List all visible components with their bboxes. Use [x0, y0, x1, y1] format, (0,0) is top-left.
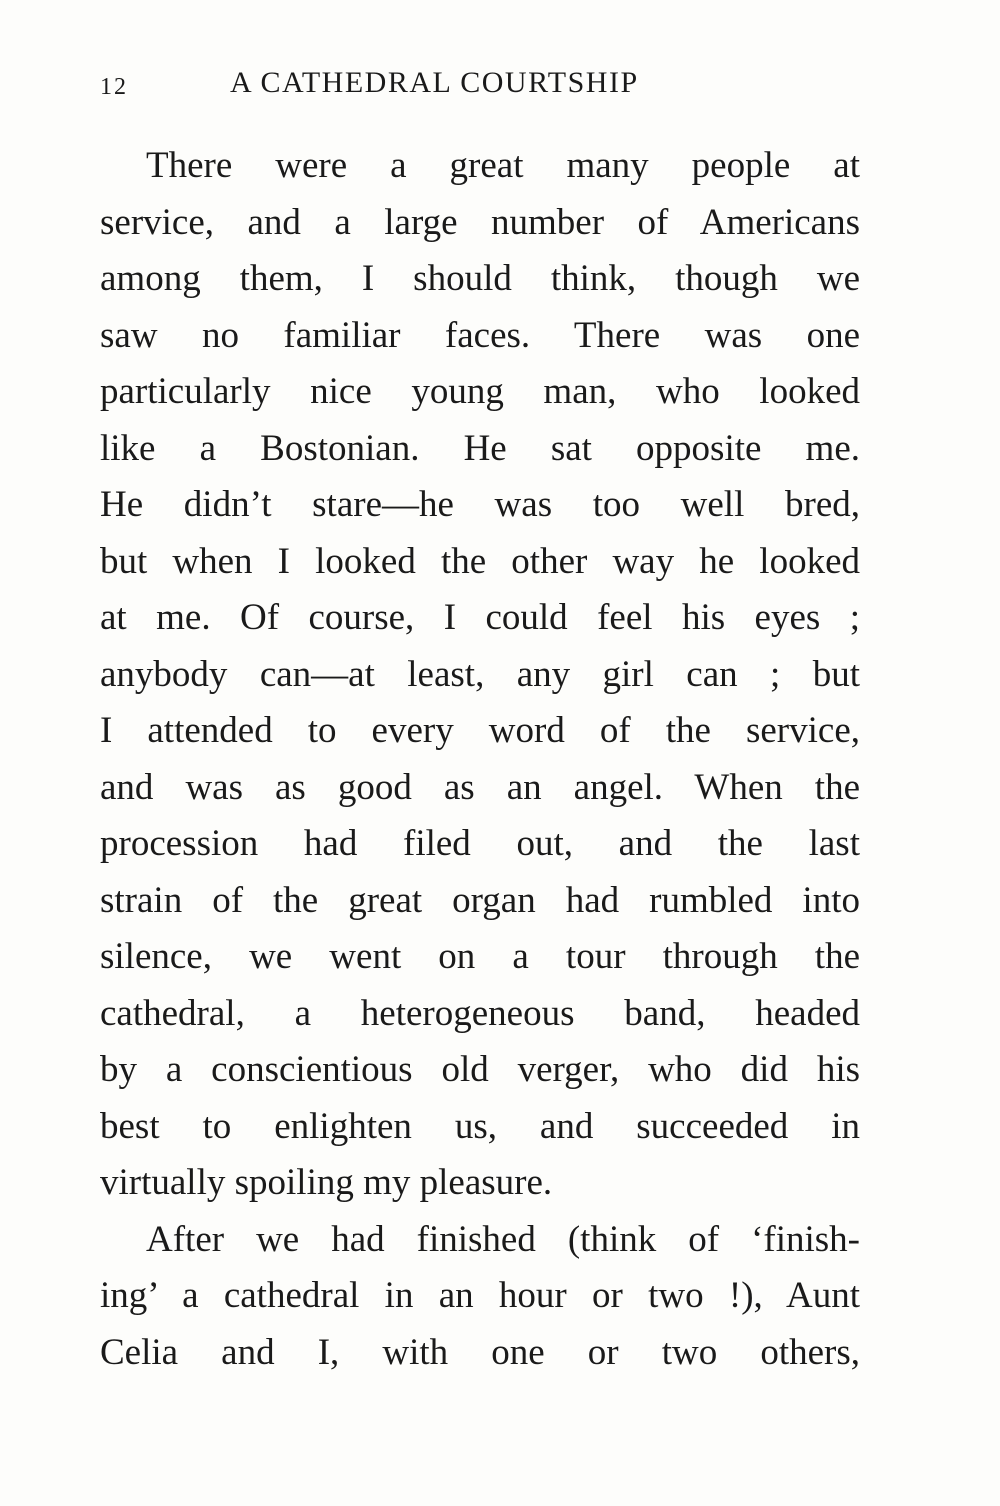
- paragraph-2: [100, 1212, 860, 1382]
- text-line: but when I looked the other way he looked: [100, 540, 860, 582]
- running-title: A CATHEDRAL COURTSHIP: [230, 66, 639, 99]
- text-line: silence, we went on a tour through the: [100, 936, 860, 977]
- text-line: best to enlighten us, and succeeded in: [100, 1105, 860, 1147]
- text-line: by a conscientious old verger, who did his: [100, 1049, 860, 1090]
- text-line: I attended to every word of the service,: [100, 710, 860, 751]
- text-line: He didn’t stare—he was too well bred,: [100, 484, 860, 525]
- text-line: saw no familiar faces. There was one: [100, 314, 860, 356]
- text-line: After we had finished (think of ‘finish-: [146, 1218, 860, 1260]
- text-line: cathedral, a heterogeneous band, headed: [100, 992, 860, 1034]
- text-line: Celia and I, with one or two others,: [100, 1331, 860, 1373]
- text-line: at me. Of course, I could feel his eyes ;: [100, 597, 860, 638]
- text-line: particularly nice young man, who looked: [100, 371, 860, 412]
- text-line: service, and a large number of Americans: [100, 201, 860, 243]
- text-line: virtually spoiling my pleasure.: [100, 1162, 553, 1203]
- text-line: procession had filed out, and the last: [100, 823, 860, 864]
- text-line: strain of the great organ had rumbled into: [100, 879, 860, 921]
- text-line: ing’ a cathedral in an hour or two !), Aunt: [100, 1275, 860, 1316]
- text-line: like a Bostonian. He sat opposite me.: [100, 427, 860, 469]
- text-line: There were a great many people at: [146, 145, 860, 186]
- body-text: [100, 138, 860, 1381]
- text-line: among them, I should think, though we: [100, 258, 860, 299]
- paragraph-1: [100, 138, 860, 1212]
- page-number: 12: [100, 74, 128, 100]
- text-line: and was as good as an angel. When the: [100, 766, 860, 808]
- running-head: [100, 66, 860, 106]
- text-line: anybody can—at least, any girl can ; but: [100, 653, 860, 695]
